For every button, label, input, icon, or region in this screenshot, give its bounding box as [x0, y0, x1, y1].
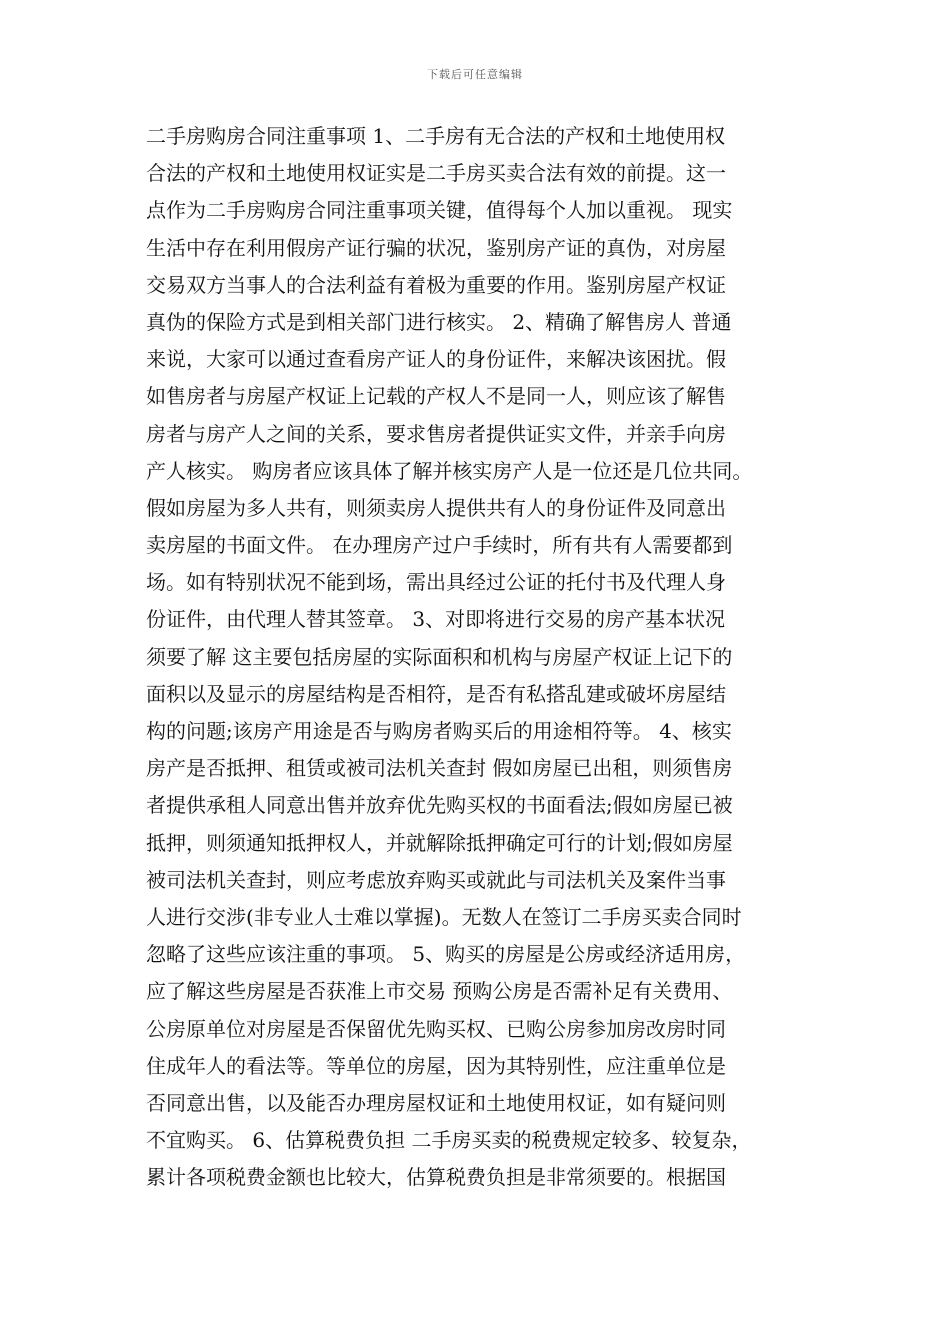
text-line: 人进行交涉(非专业人士难以掌握)。无数人在签订二手房买卖合同时 [146, 904, 742, 929]
text-line: 假如房屋为多人共有，则须卖房人提供共有人的身份证件及同意出 [146, 495, 726, 520]
text-line: 场。如有特别状况不能到场，需出具经过公证的托付书及代理人身 [146, 570, 726, 595]
text-line: 合法的产权和土地使用权证实是二手房买卖合法有效的前提。这一 [146, 161, 726, 186]
text-line: 被司法机关查封，则应考虑放弃购买或就此与司法机关及案件当事 [146, 867, 726, 892]
text-line: 抵押，则须通知抵押权人，并就解除抵押确定可行的计划;假如房屋 [146, 830, 733, 855]
text-line: 不宜购买。 6、估算税费负担 二手房买卖的税费规定较多、较复杂， [146, 1128, 752, 1153]
document-body [146, 118, 808, 1196]
text-line: 公房原单位对房屋是否保留优先购买权、已购公房参加房改房时同 [146, 1016, 726, 1041]
text-line: 房产是否抵押、租赁或被司法机关查封 假如房屋已出租，则须售房 [146, 756, 733, 781]
text-line: 累计各项税费金额也比较大，估算税费负担是非常须要的。根据国 [146, 1165, 726, 1190]
text-line: 卖房屋的书面文件。 在办理房产过户手续时，所有共有人需要都到 [146, 533, 733, 558]
text-line: 来说，大家可以通过查看房产证人的身份证件，来解决该困扰。假 [146, 347, 726, 372]
text-line: 交易双方当事人的合法利益有着极为重要的作用。鉴别房屋产权证 [146, 272, 726, 297]
text-line: 如售房者与房屋产权证上记载的产权人不是同一人，则应该了解售 [146, 384, 726, 409]
text-line: 者提供承租人同意出售并放弃优先购买权的书面看法;假如房屋已被 [146, 793, 733, 818]
text-line: 面积以及显示的房屋结构是否相符，是否有私搭乱建或破坏房屋结 [146, 681, 726, 706]
text-line: 二手房购房合同注重事项 1、二手房有无合法的产权和土地使用权 [146, 124, 726, 148]
text-line: 份证件，由代理人替其签章。 3、对即将进行交易的房产基本状况 [146, 607, 726, 632]
text-line: 产人核实。 购房者应该具体了解并核实房产人是一位还是几位共同。 [146, 458, 753, 483]
text-line: 构的问题;该房产用途是否与购房者购买后的用途相符等。 4、核实 [146, 719, 732, 743]
text-line: 须要了解 这主要包括房屋的实际面积和机构与房屋产权证上记下的 [146, 644, 733, 669]
text-line: 应了解这些房屋是否获准上市交易 预购公房是否需补足有关费用、 [146, 979, 733, 1004]
text-line: 住成年人的看法等。等单位的房屋，因为其特别性，应注重单位是 [146, 1053, 726, 1078]
text-line: 忽略了这些应该注重的事项。 5、购买的房屋是公房或经济适用房， [146, 942, 746, 967]
text-line: 房者与房产人之间的关系，要求售房者提供证实文件，并亲手向房 [146, 421, 726, 446]
text-line: 点作为二手房购房合同注重事项关键，值得每个人加以重视。 现实 [146, 198, 733, 223]
text-line: 生活中存在利用假房产证行骗的状况，鉴别房产证的真伪，对房屋 [146, 235, 726, 260]
text-line: 真伪的保险方式是到相关部门进行核实。 2、精确了解售房人 普通 [146, 309, 732, 334]
page-header: 下载后可任意编辑 [427, 68, 523, 81]
text-line: 否同意出售，以及能否办理房屋权证和土地使用权证，如有疑问则 [146, 1090, 726, 1115]
